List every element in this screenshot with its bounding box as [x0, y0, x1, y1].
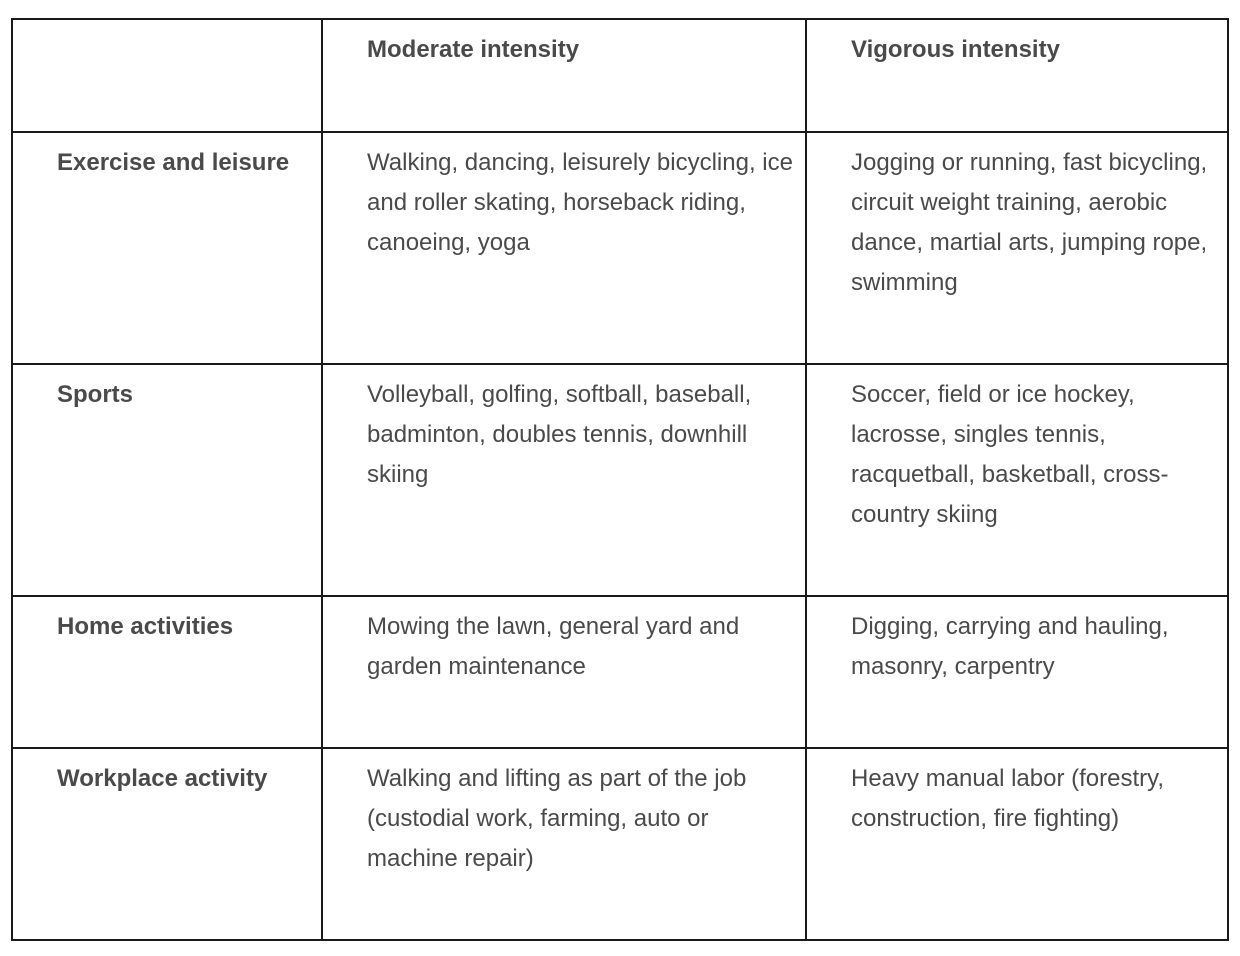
header-moderate-intensity: Moderate intensity [322, 19, 806, 132]
header-corner-cell [12, 19, 322, 132]
header-vigorous-intensity: Vigorous intensity [806, 19, 1228, 132]
table-row [12, 596, 1228, 748]
activity-intensity-table [11, 18, 1229, 941]
vigorous-activities-cell: Digging, carrying and hauling, masonry, carpentry [806, 596, 1228, 748]
table-row [12, 364, 1228, 596]
vigorous-activities-cell: Soccer, field or ice hockey, lacrosse, singles tennis, racquetball, basketball, cross-country skiing [806, 364, 1228, 596]
moderate-activities-cell: Walking, dancing, leisurely bicycling, ice and roller skating, horseback riding, canoeing, yoga [322, 132, 806, 364]
table-row [12, 132, 1228, 364]
moderate-activities-cell: Volleyball, golfing, softball, baseball, badminton, doubles tennis, downhill skiing [322, 364, 806, 596]
row-category: Sports [12, 364, 322, 596]
moderate-activities-cell: Mowing the lawn, general yard and garden maintenance [322, 596, 806, 748]
table-row [12, 748, 1228, 940]
moderate-activities-cell: Walking and lifting as part of the job (custodial work, farming, auto or machine repair) [322, 748, 806, 940]
row-category: Workplace activity [12, 748, 322, 940]
table-header-row [12, 19, 1228, 132]
row-category: Home activities [12, 596, 322, 748]
row-category: Exercise and leisure [12, 132, 322, 364]
vigorous-activities-cell: Jogging or running, fast bicycling, circuit weight training, aerobic dance, martial arts, jumping rope, swimming [806, 132, 1228, 364]
vigorous-activities-cell: Heavy manual labor (forestry, construction, fire fighting) [806, 748, 1228, 940]
